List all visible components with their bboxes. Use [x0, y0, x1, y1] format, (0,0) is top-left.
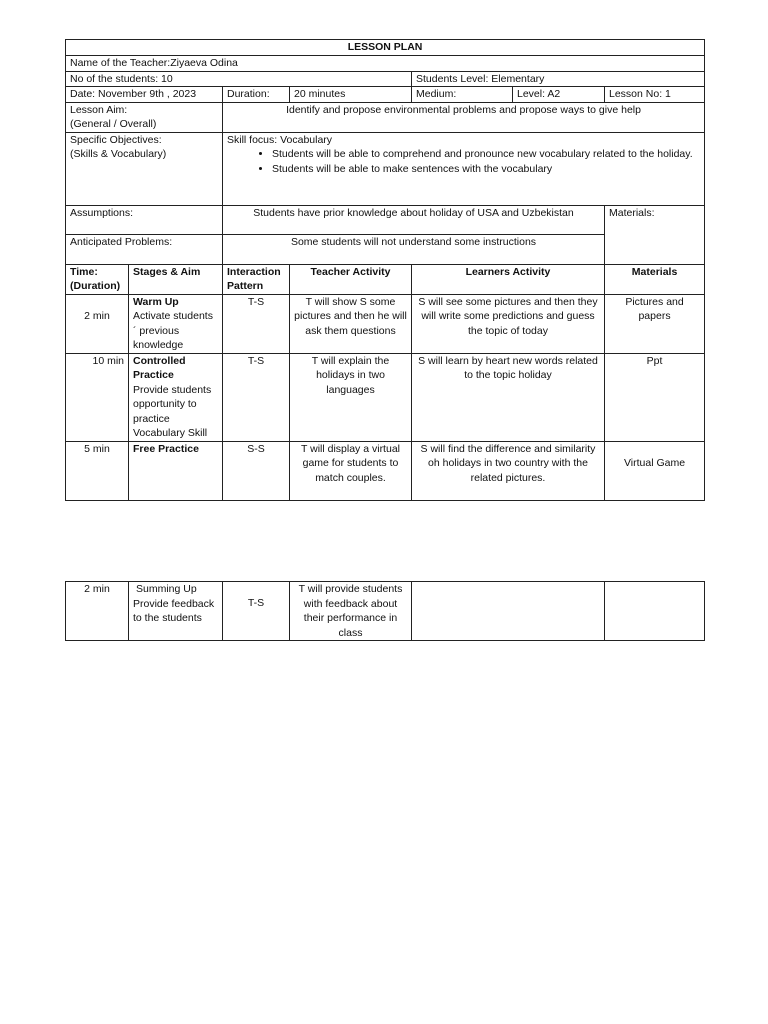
header-stages: Stages & Aim — [129, 264, 223, 294]
stage-pattern: T-S — [223, 353, 290, 441]
materials-label: Materials: — [605, 205, 705, 264]
objectives-content — [223, 132, 705, 205]
stage-materials: Virtual Game — [605, 441, 705, 500]
stage-name: Controlled Practice — [133, 354, 186, 381]
summing-up-table — [65, 581, 705, 641]
stage-aim: Activate students ´ previous knowledge — [133, 310, 213, 351]
objective-item: • Students will be able to make sentences with the vocabulary — [272, 162, 700, 177]
stage-materials: Ppt — [605, 353, 705, 441]
teacher-activity: T will provide students with feedback about their performance in class — [290, 582, 412, 641]
objectives-label — [66, 132, 223, 205]
stage-aim: Provide feedback to the students — [133, 597, 215, 624]
stage-materials: Pictures and papers — [605, 294, 705, 353]
stage-pattern: T-S — [223, 582, 290, 641]
learners-activity: S will find the difference and similarity oh holidays in two country with the related pictures. — [412, 441, 605, 500]
stage-name: Free Practice — [133, 442, 199, 455]
header-interaction: Interaction Pattern — [223, 264, 290, 294]
header-learners-activity: Learners Activity — [412, 264, 605, 294]
assumptions-label: Assumptions: — [66, 205, 223, 234]
lesson-aim-label-line1: Lesson Aim: — [70, 103, 128, 116]
medium-label: Medium: — [412, 87, 513, 102]
assumptions-text: Students have prior knowledge about holiday of USA and Uzbekistan — [223, 205, 605, 234]
stage-aim-cell — [129, 441, 223, 500]
objective-item: • Students will be able to comprehend and pronounce new vocabulary related to the holiday. — [272, 147, 700, 162]
lesson-plan-table — [65, 39, 705, 501]
medium-level-cell — [412, 87, 605, 103]
stage-row — [66, 353, 705, 441]
stage-name: Warm Up — [133, 295, 179, 308]
teacher-activity: T will display a virtual game for students to match couples. — [290, 441, 412, 500]
learners-activity: S will learn by heart new words related to the topic holiday — [412, 353, 605, 441]
teacher-activity: T will explain the holidays in two languages — [290, 353, 412, 441]
stage-time: 10 min — [66, 353, 129, 441]
problems-label: Anticipated Problems: — [66, 234, 223, 264]
stage-materials — [605, 582, 705, 641]
lesson-date: Date: November 9th , 2023 — [66, 87, 223, 103]
skill-focus: Skill focus: Vocabulary — [227, 133, 333, 146]
stage-time: 2 min — [66, 582, 129, 641]
header-teacher-activity: Teacher Activity — [290, 264, 412, 294]
stage-time: 2 min — [66, 294, 129, 353]
stage-aim: Provide students opportunity to practice Vocabulary Skill — [133, 383, 212, 439]
stage-row — [66, 441, 705, 500]
level: Level: A2 — [517, 88, 561, 100]
stage-aim-cell — [129, 582, 223, 641]
objectives-label-line1: Specific Objectives: — [70, 133, 162, 146]
duration-label: Duration: — [223, 87, 290, 103]
lesson-aim-label — [66, 102, 223, 132]
students-level: Students Level: Elementary — [412, 71, 705, 87]
learners-activity — [412, 582, 605, 641]
learners-activity: S will see some pictures and then they will write some predictions and guess the topic of today — [412, 294, 605, 353]
stage-aim-cell — [129, 353, 223, 441]
stage-row — [66, 294, 705, 353]
objectives-list — [227, 147, 700, 176]
objectives-label-line2: (Skills & Vocabulary) — [70, 148, 167, 160]
teacher-name: Name of the Teacher:Ziyaeva Odina — [66, 56, 705, 72]
lesson-number: Lesson No: 1 — [605, 87, 705, 103]
lesson-plan-title: LESSON PLAN — [66, 40, 705, 56]
header-materials: Materials — [605, 264, 705, 294]
students-number: No of the students: 10 — [66, 71, 412, 87]
stage-name: Summing Up — [136, 583, 197, 595]
problems-text: Some students will not understand some instructions — [223, 234, 605, 264]
stage-time: 5 min — [66, 441, 129, 500]
lesson-aim-label-line2: (General / Overall) — [70, 118, 157, 130]
lesson-aim-text: Identify and propose environmental problems and propose ways to give help — [223, 102, 705, 132]
header-time: Time: (Duration) — [66, 264, 129, 294]
stage-row — [66, 582, 705, 641]
stage-pattern: T-S — [223, 294, 290, 353]
stage-pattern: S-S — [223, 441, 290, 500]
duration-value: 20 minutes — [290, 87, 412, 103]
stage-aim-cell — [129, 294, 223, 353]
teacher-activity: T will show S some pictures and then he will ask them questions — [290, 294, 412, 353]
